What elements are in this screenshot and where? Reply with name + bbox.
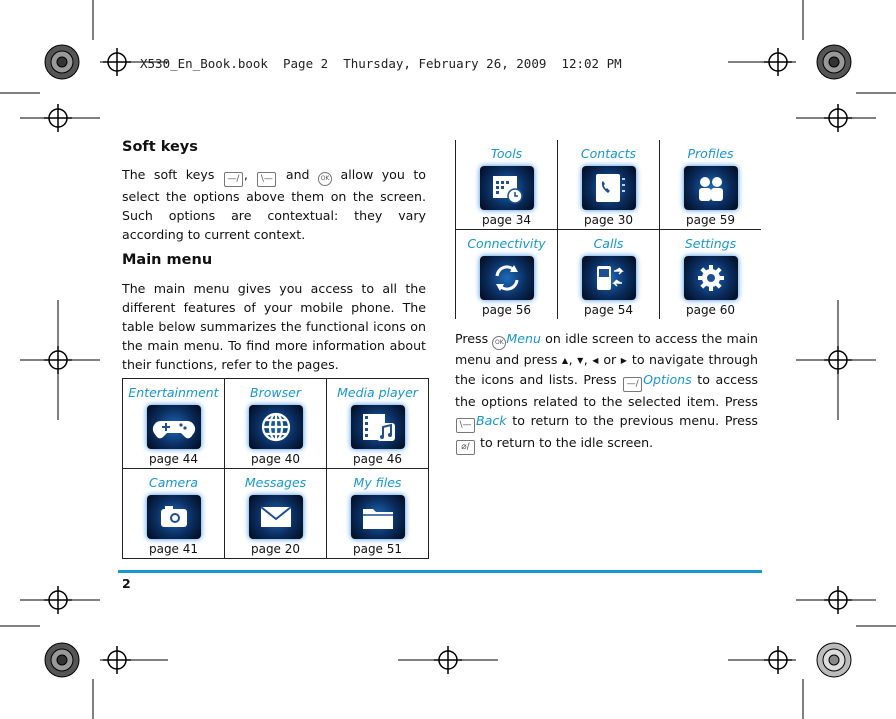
menu-cell-label: My files — [353, 475, 402, 490]
menu-cell-label: Media player — [337, 385, 418, 400]
right-softkey-icon: \— — [257, 172, 276, 187]
menu-cell-label: Contacts — [580, 146, 637, 161]
menu-cell-my-files — [327, 469, 429, 559]
menu-cell-label: Browser — [250, 385, 301, 400]
menu-cell-page: page 34 — [481, 213, 532, 227]
footer-rule — [118, 570, 762, 573]
globe-icon — [249, 405, 303, 449]
menu-cell-label: Camera — [148, 475, 199, 490]
ok-key-icon: OK — [318, 172, 332, 186]
left-softkey-icon: —/ — [623, 377, 642, 392]
menu-cell-label: Settings — [684, 236, 737, 251]
print-header-note: X530_En_Book.book Page 2 Thursday, February 26, 2009 12:02 PM — [140, 56, 622, 71]
phonebook-icon — [582, 166, 636, 210]
right-menu-table — [455, 140, 761, 319]
main-menu-paragraph: The main menu gives you access to all the different features of your mobile phone. The table below summarizes the functional icons on the main menu. To find more information about their functions, refer to the pages. — [122, 281, 426, 372]
menu-cell-page: page 51 — [352, 542, 403, 556]
camera-icon — [147, 495, 201, 539]
soft-keys-paragraph: The soft keys —/ , \— and OK allow you to select the options above them on the screen. Such options are contextual: they vary according to current context. — [122, 167, 426, 242]
menu-cell-page: page 44 — [148, 452, 199, 466]
gamepad-icon — [147, 405, 201, 449]
envelope-icon — [249, 495, 303, 539]
folder-icon — [351, 495, 405, 539]
right-arrow-icon: ▶ — [620, 356, 628, 365]
up-arrow-icon: ▲ — [561, 356, 569, 365]
menu-cell-page: page 30 — [583, 213, 634, 227]
page-number: 2 — [122, 576, 131, 591]
menu-cell-page: page 60 — [685, 303, 736, 317]
menu-cell-page: page 41 — [148, 542, 199, 556]
menu-cell-label: Tools — [490, 146, 523, 161]
gear-icon — [684, 256, 738, 300]
menu-cell-label: Messages — [244, 475, 307, 490]
menu-cell-page: page 54 — [583, 303, 634, 317]
menu-cell-label: Profiles — [687, 146, 734, 161]
media-player-icon — [351, 405, 405, 449]
left-softkey-icon: —/ — [224, 172, 243, 187]
menu-cell-browser — [225, 379, 327, 469]
menu-cell-contacts — [558, 140, 660, 230]
menu-cell-page: page 46 — [352, 452, 403, 466]
menu-cell-tools — [456, 140, 558, 230]
right-softkey-icon: \— — [456, 418, 475, 433]
menu-cell-profiles — [660, 140, 762, 230]
menu-cell-calls — [558, 230, 660, 320]
navigation-paragraph: Press OK Menu on idle screen to access the main menu and press ▲, ▼, ◀ or ▶ to navigate through the icons and lists. Press —/ Options to access the options related to the selected item. Press \— Back to return to the previous menu. Press ⌀/ to return to the idle screen. — [455, 329, 758, 455]
menu-cell-page: page 20 — [250, 542, 301, 556]
menu-cell-media-player — [327, 379, 429, 469]
profiles-icon — [684, 166, 738, 210]
menu-cell-camera — [123, 469, 225, 559]
menu-cell-label: Calls — [593, 236, 624, 251]
menu-cell-page: page 56 — [481, 303, 532, 317]
menu-cell-label: Connectivity — [467, 236, 546, 251]
left-menu-table — [122, 378, 429, 559]
menu-cell-entertainment — [123, 379, 225, 469]
main-menu-heading: Main menu — [122, 252, 213, 268]
ok-key-icon: OK — [492, 336, 506, 350]
menu-cell-label: Entertainment — [128, 385, 219, 400]
calendar-clock-icon — [480, 166, 534, 210]
end-key-icon: ⌀/ — [456, 440, 475, 455]
down-arrow-icon: ▼ — [577, 356, 584, 365]
menu-cell-connectivity — [456, 230, 558, 320]
menu-cell-page: page 40 — [250, 452, 301, 466]
sync-icon — [480, 256, 534, 300]
menu-cell-page: page 59 — [685, 213, 736, 227]
menu-cell-messages — [225, 469, 327, 559]
soft-keys-heading: Soft keys — [122, 139, 198, 155]
calls-icon — [582, 256, 636, 300]
left-arrow-icon: ◀ — [592, 356, 599, 365]
menu-cell-settings — [660, 230, 762, 320]
